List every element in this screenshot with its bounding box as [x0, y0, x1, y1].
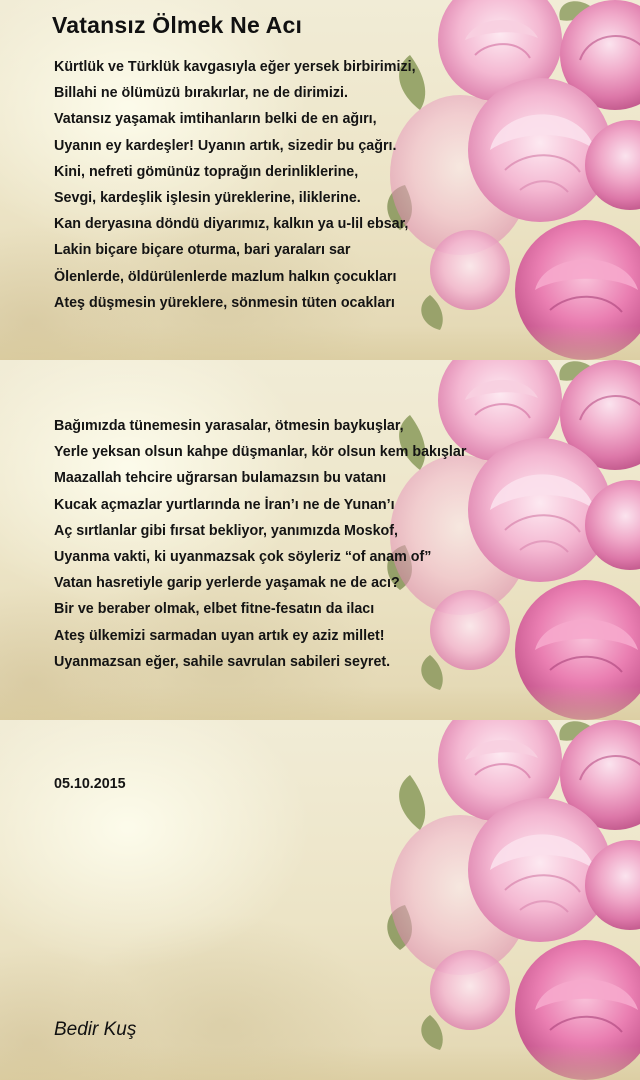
stanza-2 [54, 413, 466, 675]
poem-panel-2 [0, 360, 640, 720]
poem-line: Maazallah tehcire uğrarsan bulamazsın bu vatanı [54, 470, 387, 487]
poem-title: Vatansız Ölmek Ne Acı [52, 12, 303, 38]
rose-bouquet-image [380, 0, 640, 360]
poem-date: 05.10.2015 [54, 776, 126, 792]
poem-line: Bağımızda tünemesin yarasalar, ötmesin baykuşlar, [54, 418, 404, 434]
poem-panel-1 [0, 0, 640, 360]
rose-bouquet-image [380, 720, 640, 1080]
poem-line: Vatansız yaşamak imtihanların belki de en ağırı, [54, 111, 377, 128]
poem-line: Kürtlük ve Türklük kavgasıyla eğer yersek birbirimizi, [54, 59, 416, 75]
poem-line: Billahi ne ölümüzü bırakırlar, ne de dirimizi. [54, 85, 348, 102]
poem-line: Lakin biçare biçare oturma, bari yaraları sar [54, 242, 351, 259]
stanza-1 [54, 54, 416, 316]
poem-author: Bedir Kuş [54, 1019, 137, 1040]
poem-line: Kini, nefreti gömünüz toprağın derinliklerine, [54, 163, 359, 180]
poem-line: Uyanmazsan eğer, sahile savrulan sabileri seyret. [54, 653, 391, 670]
poem-line: Vatan hasretiyle garip yerlerde yaşamak ne de acı? [54, 575, 400, 592]
poem-line: Ölenlerde, öldürülenlerde mazlum halkın çocukları [54, 268, 397, 285]
poem-line: Sevgi, kardeşlik işlesin yüreklerine, iliklerine. [54, 190, 361, 207]
poem-line: Uyanın ey kardeşler! Uyanın artık, sizedir bu çağrı. [54, 137, 397, 154]
poem-line: Ateş düşmesin yüreklere, sönmesin tüten ocakları [54, 294, 395, 311]
poem-line: Aç sırtlanlar gibi fırsat bekliyor, yanımızda Moskof, [54, 522, 399, 539]
poem-line: Kan deryasına döndü diyarımız, kalkın ya u-lil ebsar, [54, 216, 409, 233]
poem-line: Uyanma vakti, ki uyanmazsak çok söyleriz “of anam of” [54, 549, 432, 566]
poem-line: Yerle yeksan olsun kahpe düşmanlar, kör olsun kem bakışlar [54, 444, 467, 461]
poem-line: Bir ve beraber olmak, elbet fitne-fesatın da ilacı [54, 601, 375, 618]
poem-line: Ateş ülkemizi sarmadan uyan artık ey aziz millet! [54, 627, 385, 644]
poem-line: Kucak açmazlar yurtlarında ne İran’ı ne de Yunan’ı [54, 496, 395, 513]
poem-panel-3 [0, 720, 640, 1080]
